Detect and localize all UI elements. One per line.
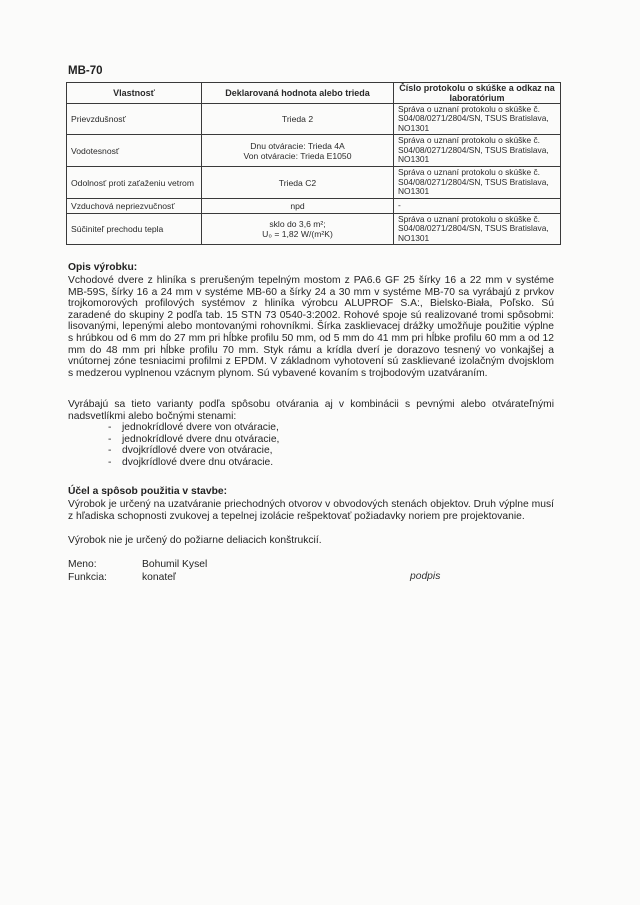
value-line: Trieda 2: [281, 114, 314, 124]
value-cell: [202, 199, 394, 214]
list-item: - jednokrídlové dvere dnu otváracie,: [108, 434, 279, 446]
properties-table: [66, 82, 561, 245]
value-line: U₀ = 1,82 W/(m²K): [262, 229, 333, 239]
protocol-line: NO1301: [398, 232, 430, 243]
property-cell: Vzduchová nepriezvučnosť: [67, 199, 202, 214]
usage-heading: Účel a spôsob použitia v stavbe:: [68, 486, 228, 497]
protocol-line: S04/08/0271/2804/SN, TSUS Bratislava,: [398, 176, 549, 187]
table-row: [67, 199, 561, 214]
protocol-line: -: [398, 200, 401, 211]
protocol-cell: [394, 167, 561, 199]
value-line: sklo do 3,6 m²;: [269, 219, 326, 229]
protocol-cell: [394, 199, 561, 214]
list-item: - dvojkrídlové dvere von otváracie,: [108, 445, 279, 457]
description-paragraph: Vchodové dvere z hliníka s prerušeným tepelným mostom z PA6.6 GF 25 šírky 16 a 22 mm v systéme MB-59S, šírky 16 a 24 mm v systéme MB-60 a šírky 24 a 30 mm v systéme MB-70 sa vyrábajú z prvkov trojkomorových profilových systémov z hliníka výrobcu ALUPROF S.A:, Bielsko-Biała, Poľsko. Sú zaradené do skupiny 2 podľa tab. 15 STN 73 0540-3:2002. Rohové spoje sú realizované tromi spôsobmi: lisovanými, lepenými alebo montovanými rohovníkmi. Šírka zasklievacej drážky umožňuje použitie výplne s hrúbkou od 6 mm do 27 mm pri hĺbke profilu 50 mm, od 5 mm do 41 mm pri hĺbke profilu 60 mm a od 12 mm do 48 mm pri hĺbke profilu 70 mm. Styk rámu a krídla dverí je dorazovo tesnený vo vonkajšej a vnútornej zóne tesniacimi profilmi z EPDM. V základnom vyhotovení sú zasklievané izolačným dvojsklom s medzerou vyplnenou vzácnym plynom. Sú vybavené kovaním s trojbodovým uzatváraním.: [68, 275, 554, 379]
value-cell: [202, 214, 394, 245]
property-cell: Odolnosť proti zaťaženiu vetrom: [67, 167, 202, 199]
value-line: Trieda C2: [278, 177, 317, 188]
table-row: [67, 214, 561, 245]
usage-paragraph: Výrobok je určený na uzatváranie priechodných otvorov v obvodových stenách objektov. Druh výplne musí z hľadiska schopnosti zvukovej a tepelnej izolácie rešpektovať požiadavky noriem pre projektovanie.: [68, 499, 554, 522]
function-label: Funkcia:: [68, 572, 107, 583]
protocol-line: S04/08/0271/2804/SN, TSUS Bratislava,: [398, 113, 549, 124]
value-line: Von otváracie: Trieda E1050: [243, 150, 352, 161]
value-line: npd: [290, 201, 305, 211]
list-item: - dvojkrídlové dvere dnu otváracie.: [108, 457, 279, 469]
protocol-line: NO1301: [398, 186, 430, 197]
table-row: [67, 167, 561, 199]
header-protocol: Číslo protokolu o skúške a odkaz na laboratórium: [394, 83, 561, 104]
protocol-cell: [394, 104, 561, 135]
protocol-cell: [394, 135, 561, 167]
table-header-row: [67, 83, 561, 104]
table-row: [67, 104, 561, 135]
protocol-line: Správa o uznaní protokolu o skúške č.: [398, 167, 540, 178]
function-value: konateľ: [142, 572, 176, 583]
property-cell: Vodotesnosť: [67, 135, 202, 167]
value-cell: [202, 135, 394, 167]
protocol-cell: [394, 214, 561, 245]
protocol-line: S04/08/0271/2804/SN, TSUS Bratislava,: [398, 223, 549, 234]
protocol-line: S04/08/0271/2804/SN, TSUS Bratislava,: [398, 144, 549, 155]
protocol-line: NO1301: [398, 154, 430, 165]
name-label: Meno:: [68, 559, 97, 570]
description-heading: Opis výrobku:: [68, 262, 138, 273]
protocol-line: NO1301: [398, 122, 430, 133]
list-item: - jednokrídlové dvere von otváracie,: [108, 422, 279, 434]
document-title: MB-70: [68, 65, 103, 77]
property-cell: Prievzdušnosť: [67, 104, 202, 135]
protocol-line: Správa o uznaní protokolu o skúške č.: [398, 135, 540, 146]
variants-intro: Vyrábajú sa tieto varianty podľa spôsobu otvárania aj v kombinácii s pevnými alebo otvárateľnými nadsvetlíkmi alebo bočnými stenami:: [68, 399, 554, 422]
header-declared-value: Deklarovaná hodnota alebo trieda: [202, 83, 394, 104]
name-value: Bohumil Kysel: [142, 559, 208, 570]
variants-list: [108, 422, 279, 468]
table-row: [67, 135, 561, 167]
header-property: Vlastnosť: [67, 83, 202, 104]
signature-label: podpis: [410, 571, 441, 582]
usage-note: Výrobok nie je určený do požiarne deliacich konštrukcií.: [68, 535, 322, 546]
protocol-line: Správa o uznaní protokolu o skúške č.: [398, 213, 540, 224]
value-line: Dnu otváracie: Trieda 4A: [250, 140, 345, 151]
property-cell: Súčiniteľ prechodu tepla: [67, 214, 202, 245]
value-cell: [202, 167, 394, 199]
value-cell: [202, 104, 394, 135]
protocol-line: Správa o uznaní protokolu o skúške č.: [398, 103, 540, 114]
